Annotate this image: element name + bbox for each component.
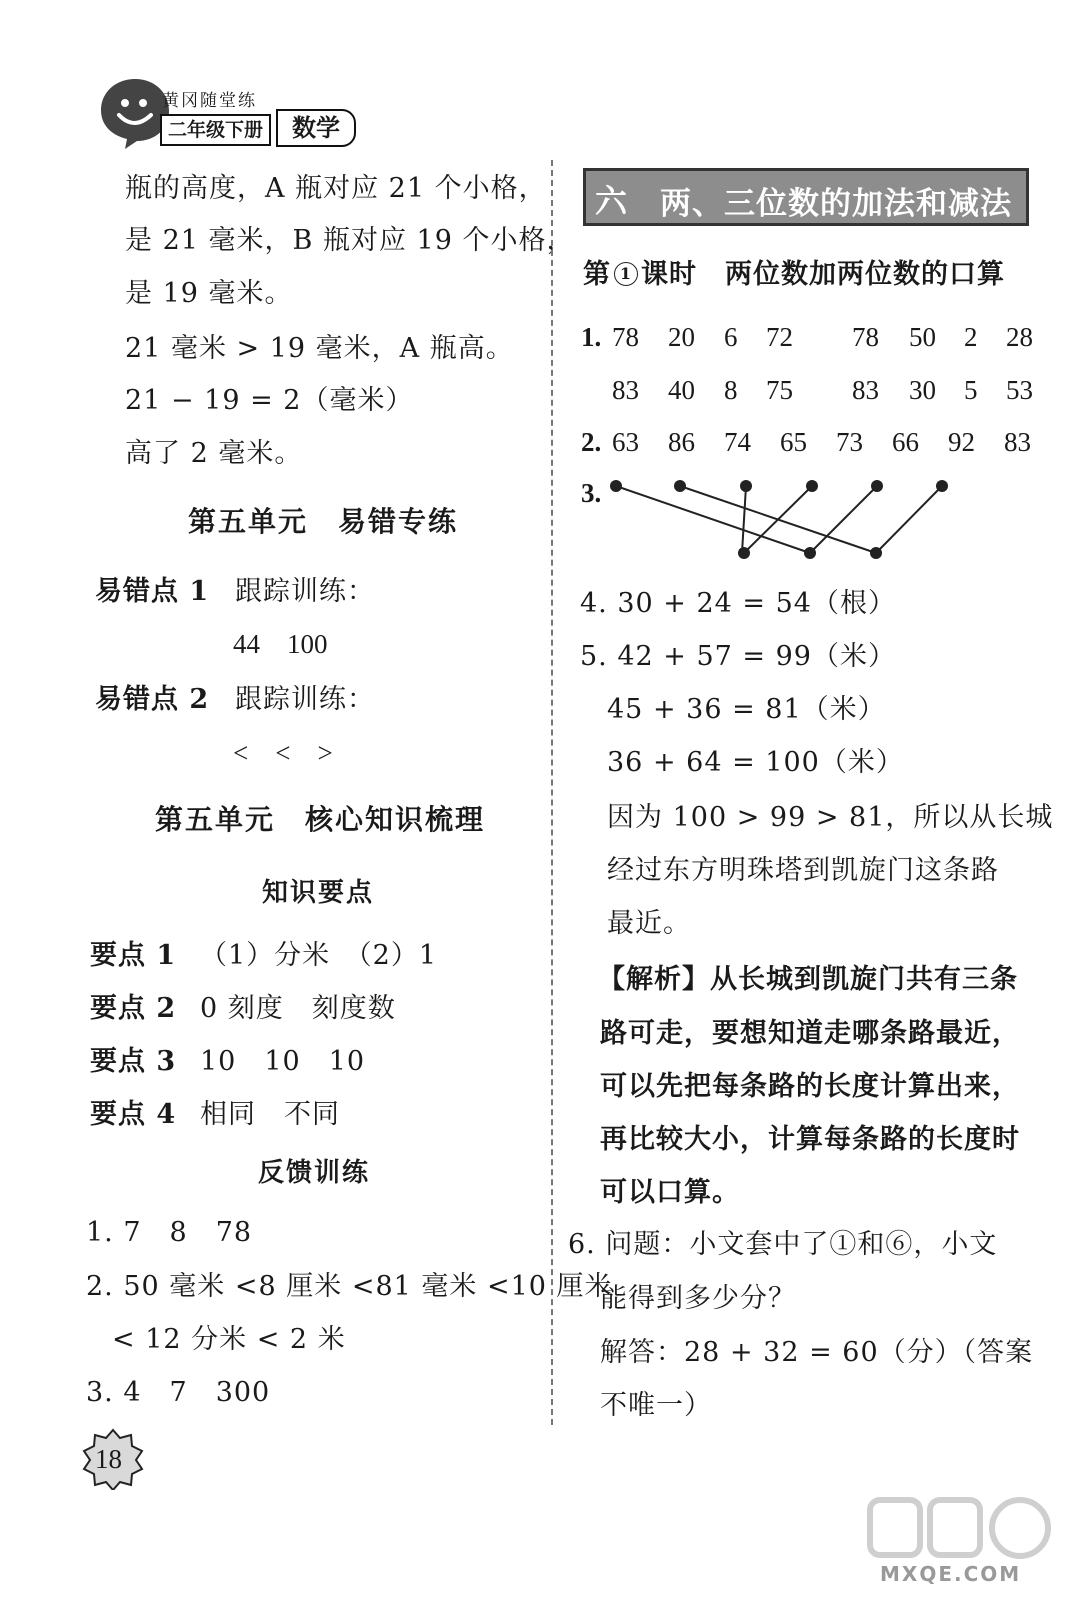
feedback-line: < 12 分米 < 2 米 — [112, 1324, 346, 1355]
answer-cell: 73 — [836, 427, 863, 457]
key-point-label: 要点 3 — [90, 1046, 177, 1077]
feedback-line: 3. 4 7 300 — [86, 1377, 271, 1408]
lesson-title — [583, 252, 1005, 291]
question-number: 2. — [581, 427, 602, 457]
analysis-line: 可以先把每条路的长度计算出来， — [600, 1071, 1020, 1102]
lesson-suffix: 课时 两位数加两位数的口算 — [641, 259, 1005, 290]
key-point-text: （1）分米 （2）1 — [200, 940, 438, 971]
match-dot — [738, 547, 750, 559]
cont-line: 高了 2 毫米。 — [125, 438, 303, 469]
answer-cell: 53 — [1006, 375, 1033, 405]
answer-line: 4. 30 + 24 = 54（根） — [580, 588, 896, 619]
error-point-label: 易错点 1 — [95, 576, 210, 607]
answer-cell: 5 — [964, 375, 978, 405]
answer-line: 经过东方明珠塔到凯旋门这条路 — [607, 855, 999, 886]
error-point-answer: < < > — [233, 738, 333, 768]
answer-cell: 8 — [724, 375, 738, 405]
brand-name: 黄冈随堂练 — [162, 91, 257, 111]
answer-cell: 86 — [668, 427, 695, 457]
section-title-errors: 第五单元 易错专练 — [188, 505, 459, 538]
feedback-line: 2. 50 毫米 <8 厘米 <81 毫米 <10 厘米 — [86, 1271, 613, 1302]
key-point-text: 0 刻度 刻度数 — [200, 993, 396, 1024]
answer-cell: 78 — [612, 322, 639, 352]
match-dot — [936, 480, 948, 492]
chapter-number: 六 — [595, 182, 628, 220]
answer-cell: 50 — [909, 322, 936, 352]
answer-line: 最近。 — [607, 908, 691, 939]
answer-cell: 6 — [724, 322, 738, 352]
answer-cell: 83 — [852, 375, 879, 405]
match-line — [810, 486, 877, 553]
answer-cell: 92 — [948, 427, 975, 457]
answer-cell: 78 — [852, 322, 879, 352]
page-number: 18 — [95, 1444, 122, 1474]
match-dot — [806, 480, 818, 492]
key-point-text: 10 10 10 — [200, 1046, 366, 1077]
lesson-prefix: 第 — [583, 259, 611, 290]
match-dot — [804, 547, 816, 559]
answer-line: 36 + 64 = 100（米） — [607, 747, 904, 778]
match-line — [742, 486, 746, 553]
key-point-label: 要点 1 — [90, 940, 177, 971]
chapter-title: 两、三位数的加法和减法 — [660, 186, 1012, 222]
error-point-text: 跟踪训练： — [235, 684, 375, 715]
matching-lines-diagram — [600, 476, 960, 566]
error-point-answer: 44 100 — [233, 629, 328, 659]
lesson-number: 1 — [614, 262, 638, 286]
key-point-label: 要点 2 — [90, 993, 177, 1024]
cont-line: 21 毫米 > 19 毫米，A 瓶高。 — [125, 333, 514, 364]
match-dot — [871, 480, 883, 492]
cont-line: 是 21 毫米，B 瓶对应 19 个小格， — [125, 225, 575, 256]
match-dot — [740, 480, 752, 492]
cont-line: 瓶的高度，A 瓶对应 21 个小格， — [125, 173, 547, 204]
subsection-title: 知识要点 — [262, 878, 375, 908]
subject-label: 数学 — [276, 109, 356, 147]
answer-line: 能得到多少分？ — [600, 1283, 796, 1314]
key-point-label: 要点 4 — [90, 1099, 177, 1130]
analysis-line: 【解析】从长城到凯旋门共有三条 — [598, 964, 1018, 995]
question-number: 1. — [581, 322, 602, 352]
watermark-text: MXQE.COM — [880, 1562, 1022, 1586]
cont-line: 是 19 毫米。 — [125, 278, 293, 309]
analysis-line: 再比较大小，计算每条路的长度时 — [600, 1124, 1020, 1155]
answer-cell: 20 — [668, 322, 695, 352]
key-point-text: 相同 不同 — [200, 1099, 340, 1130]
answer-cell: 72 — [766, 322, 793, 352]
match-dot — [870, 547, 882, 559]
answer-line: 6. 问题：小文套中了①和⑥，小文 — [568, 1229, 998, 1260]
answer-line: 因为 100 > 99 > 81，所以从长城 — [607, 802, 1054, 833]
subsection-title: 反馈训练 — [258, 1158, 371, 1188]
match-dot — [674, 480, 686, 492]
error-point-text: 跟踪训练： — [235, 576, 375, 607]
section-title-core: 第五单元 核心知识梳理 — [155, 803, 486, 836]
answer-cell: 75 — [766, 375, 793, 405]
answer-cell: 30 — [909, 375, 936, 405]
answer-cell: 66 — [892, 427, 919, 457]
feedback-line: 1. 7 8 78 — [86, 1217, 253, 1248]
analysis-line: 可以口算。 — [600, 1177, 740, 1208]
answer-cell: 65 — [780, 427, 807, 457]
answer-line: 5. 42 + 57 = 99（米） — [580, 641, 896, 672]
column-divider — [551, 160, 553, 1425]
answer-line: 解答：28 + 32 = 60（分）（答案 — [600, 1337, 1034, 1368]
match-line — [876, 486, 942, 553]
error-point-label: 易错点 2 — [95, 684, 210, 715]
answer-cell: 40 — [668, 375, 695, 405]
grade-label: 二年级下册 — [160, 114, 271, 146]
answer-line: 不唯一） — [600, 1390, 712, 1421]
match-dot — [610, 480, 622, 492]
answer-cell: 63 — [612, 427, 639, 457]
answer-cell: 83 — [1004, 427, 1031, 457]
answer-cell: 74 — [724, 427, 751, 457]
question-number: 3. — [581, 478, 602, 508]
answer-cell: 28 — [1006, 322, 1033, 352]
analysis-line: 路可走，要想知道走哪条路最近， — [600, 1018, 1020, 1049]
answer-line: 45 + 36 = 81（米） — [607, 694, 886, 725]
answer-cell: 83 — [612, 375, 639, 405]
answer-cell: 2 — [964, 322, 978, 352]
cont-line: 21 − 19 = 2（毫米） — [125, 385, 414, 416]
